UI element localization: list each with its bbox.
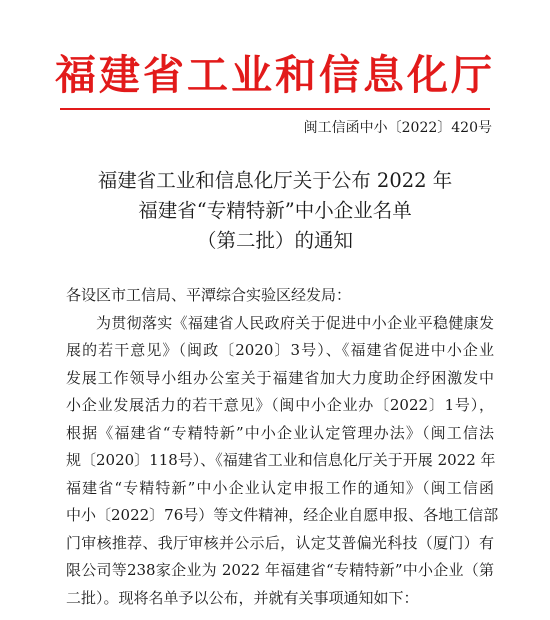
title-line: 福建省工业和信息化厅关于公布 2022 年 [97, 169, 453, 192]
title-line: 福建省“专精特新”中小企业名单 [138, 199, 412, 222]
paragraph-line: 限公司等238家企业为 2022 年福建省“专精特新”中小企业（第 [66, 561, 494, 579]
masthead-red-rule [60, 108, 490, 110]
paragraph-line: 福建省“专精特新”中小企业认定申报工作的通知》（闽工信函 [66, 478, 494, 497]
paragraph-line: 展的若干意见》（闽政〔2020〕3号）、《福建省促进中小企业 [66, 341, 494, 359]
paragraph-line: 根据《福建省“专精特新”中小企业认定管理办法》（闽工信法 [66, 423, 494, 442]
paragraph-line: 为贯彻落实《福建省人民政府关于促进中小企业平稳健康发 [96, 313, 494, 332]
paragraph-line: 规〔2020〕118号）、《福建省工业和信息化厅关于开展 2022 年 [66, 451, 496, 469]
document-number: 闽工信函中小〔2022〕420号 [303, 120, 492, 136]
paragraph-line: 小企业发展活力的若干意见》（闽中小企业办〔2022〕1号）， [66, 396, 494, 414]
salutation: 各设区市工信局、平潭综合实验区经发局： [66, 286, 352, 304]
body-paragraph [66, 310, 499, 613]
paragraph-line: 中小〔2022〕76号）等文件精神，经企业自愿申报、各地工信部 [66, 506, 499, 524]
paragraph-line: 发展工作领导小组办公室关于福建省加大力度助企纾困激发中 [66, 368, 494, 387]
masthead-title: 福建省工业和信息化厅 [55, 51, 495, 99]
paragraph-line: 二批）。现将名单予以公布，并就有关事项通知如下： [66, 588, 419, 607]
document-body [66, 282, 499, 612]
document-title [0, 166, 550, 256]
paragraph-line: 门审核推荐、我厅审核并公示后，认定艾普偏光科技（厦门）有 [66, 533, 494, 552]
title-line: （第二批）的通知 [196, 229, 353, 252]
